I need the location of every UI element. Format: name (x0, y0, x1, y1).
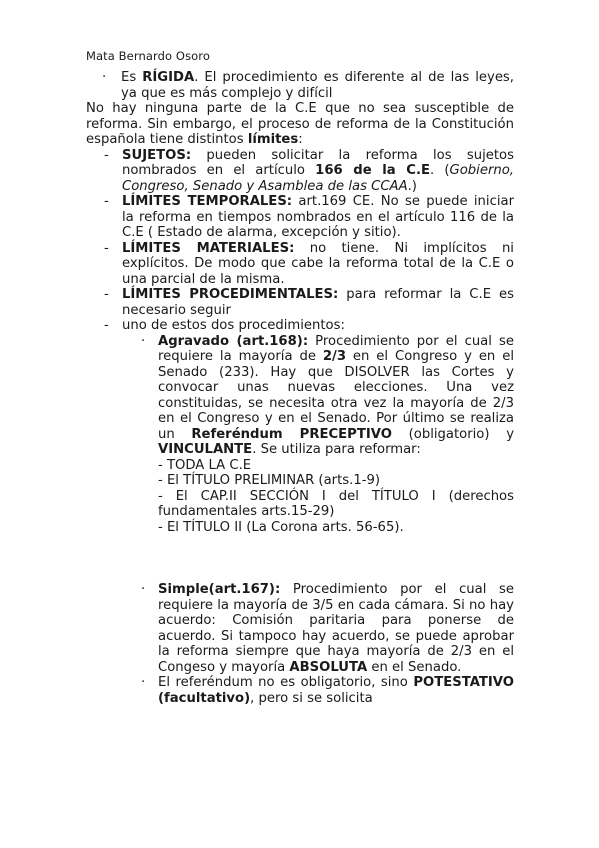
simple-label: Simple(art.167): (158, 582, 281, 597)
sujetos-text2: . ( (429, 163, 450, 178)
temporales-label: LÍMITES TEMPORALES: (122, 194, 293, 209)
limit-uno (86, 318, 514, 334)
agravado-b3: VINCULANTE (158, 442, 253, 457)
simple-b1: ABSOLUTA (289, 659, 368, 675)
procedimentales-text: para reformar la C.E es necesario seguir (122, 287, 514, 318)
bullet-marker: · (141, 333, 146, 349)
sujetos-label: SUJETOS: (122, 147, 192, 163)
intro-paragraph (86, 101, 514, 148)
page-header-author: Mata Bernardo Osoro (86, 49, 211, 63)
rigida-pre: Es (121, 70, 143, 85)
simple-t1: Procedimiento por el cual se requiere la mayoría de 3/5 en cada cámara. Si no hay acuerdo: Comisión paritaria para ponerse de acuerdo. Si tampoco hay acuerdo, se puede aprobar la reforma siempre que haya mayoría de 2/3 en el Congeso y mayoría (158, 582, 514, 675)
limit-procedimentales (86, 287, 514, 318)
limit-materiales (86, 241, 514, 288)
agravado-t2: en el Congreso y en el Senado (233). Hay que DISOLVER las Cortes y convocar unas nuevas elecciones. Una vez constituidas, se necesita otra vez la mayoría de 2/3 en el Congreso y en el Senado. Por último se realiza un (158, 349, 514, 442)
procedure-agravado (86, 334, 514, 458)
document-body (86, 70, 514, 706)
limit-temporales (86, 194, 514, 241)
bullet-marker: · (141, 582, 146, 597)
procedimentales-label: LÍMITES PROCEDIMENTALES: (122, 287, 339, 302)
sujetos-text: pueden solicitar la reforma los sujetos nombrados en el artículo (122, 147, 514, 178)
sujetos-bold: 166 de la C.E (315, 163, 430, 178)
rigida-post: . El procedimiento es diferente al de las leyes, ya que es más complejo y difícil (121, 70, 514, 101)
agravado-b1: 2/3 (322, 349, 347, 364)
dash-marker: - (104, 287, 109, 302)
materiales-text: no tiene. Ni implícitos ni explícitos. De modo que cabe la reforma total de la C.E o una parcial de la misma. (122, 240, 514, 287)
spacer (86, 535, 514, 582)
intro-text: No hay ninguna parte de la C.E que no sea susceptible de reforma. Sin embargo, el proceso de reforma de la Constitución española tiene distintos (86, 101, 514, 147)
agravado-item: - El TÍTULO II (La Corona arts. 56-65). (158, 519, 404, 535)
bullet-marker: · (102, 70, 107, 85)
bullet-marker: · (141, 675, 146, 690)
dash-marker: - (104, 318, 109, 333)
temporales-text: art.169 CE. No se puede iniciar la reforma en tiempos nombrados en el artículo 116 de la C.E ( Estado de alarma, excepción y sitio). (122, 194, 514, 240)
sujetos-italic: Gobierno, Congreso, Senado y Asamblea de las CCAA (122, 163, 514, 194)
agravado-b2: Referéndum PRECEPTIVO (191, 426, 392, 442)
procedure-simple (86, 582, 514, 675)
agravado-t4: . Se utiliza para reformar: (252, 442, 421, 457)
intro-bold: límites (247, 132, 299, 147)
referendum-b1: POTESTATIVO (facultativo) (158, 675, 514, 706)
dash-marker: - (104, 147, 109, 163)
uno-text: uno de estos dos procedimientos: (122, 318, 345, 333)
simple-t2: en el Senado. (367, 659, 462, 675)
dash-marker: - (104, 194, 109, 209)
agravado-item: - El TÍTULO PRELIMINAR (arts.1-9) (158, 473, 380, 488)
agravado-label: Agravado (art.168): (158, 333, 309, 349)
referendum-t2: , pero si se solicita (250, 690, 373, 706)
agravado-t1: Procedimiento por el cual se requiere la mayoría de (158, 333, 514, 364)
dash-marker: - (104, 240, 109, 256)
materiales-label: LÍMITES MATERIALES: (122, 240, 295, 256)
limit-sujetos (86, 148, 514, 195)
agravado-item: - El CAP.II SECCIÓN I del TÍTULO I (derechos fundamentales arts.15-29) (158, 488, 514, 519)
rigida-bold: RÍGIDA (142, 70, 195, 85)
sujetos-text3: .) (407, 178, 417, 194)
referendum-t1: El referéndum no es obligatorio, sino (158, 675, 414, 690)
intro-end: : (298, 132, 303, 147)
referendum-note (86, 675, 514, 706)
agravado-item: - TODA LA C.E (158, 457, 252, 473)
agravado-t3: (obligatorio) y (391, 426, 514, 442)
bullet-rigida (86, 70, 514, 101)
